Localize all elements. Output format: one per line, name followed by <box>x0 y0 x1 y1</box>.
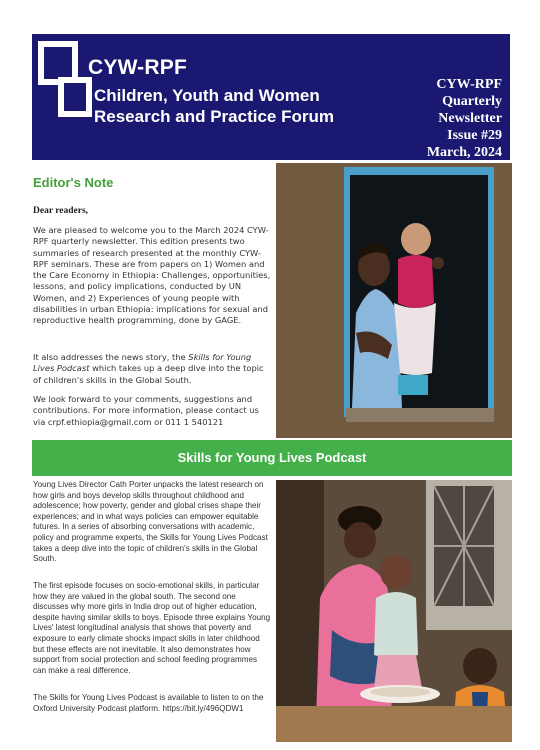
org-name-line2: Research and Practice Forum <box>94 107 334 126</box>
podcast-para3: The Skills for Young Lives Podcast is available to listen to on the Oxford University Podcast platform. https://bit.ly/496QDW1 <box>33 693 264 713</box>
logo-text: CYW-RPF <box>88 56 187 79</box>
section-header-bar <box>32 440 512 476</box>
father-baby-window-illustration <box>276 163 512 438</box>
father-baby-window-photo <box>276 163 512 438</box>
issue-line: CYW-RPF <box>436 77 502 92</box>
editors-note-title: Editor's Note <box>33 175 114 190</box>
org-name <box>94 85 334 127</box>
org-logo <box>38 41 96 123</box>
mother-children-photo <box>276 480 512 742</box>
para2-text-pre: It also addresses the news story, the <box>33 352 189 362</box>
para2-text-post: which takes up a deep dive into the topic of children's skills in the Global South. <box>33 363 264 385</box>
header-banner <box>32 34 510 160</box>
salutation: Dear readers, <box>33 206 89 216</box>
podcast-para2: The first episode focuses on socio-emotional skills, in particular how they are valued in the global south. The second one discusses why more girls in India drop out of higher education, despite having similar skills to boys. Episode three explains Young Lives' latest longitudinal analysis that shows that poverty and exposure to early climate shocks impact skills in later childhood but these effects are not inevitable. It also demonstrates how support from social protection and school feeding programmes can make a real difference. <box>33 581 271 675</box>
editors-note-para3: We look forward to your comments, suggestions and contributions. For more information, please contact us via crpf.ethiopia@gmail.com or 011 1 540121 <box>33 394 259 427</box>
org-name-line1: Children, Youth and Women <box>94 86 320 105</box>
editors-note-para2 <box>33 352 273 386</box>
issue-line: Newsletter <box>438 111 502 126</box>
section-title: Skills for Young Lives Podcast <box>177 450 367 465</box>
issue-line: Issue #29 <box>447 128 502 143</box>
podcast-title-emphasis: Skills for Young Lives Podcast <box>33 352 252 374</box>
issue-info <box>372 76 502 161</box>
mother-children-illustration <box>276 480 512 742</box>
issue-line: March, 2024 <box>426 145 502 160</box>
logo-square-bottom <box>58 77 92 117</box>
editors-note-para1: We are pleased to welcome you to the March 2024 CYW-RPF quarterly newsletter. This edition presents two summaries of research presented at the monthly CYW-RPF seminars. These are from papers on 1) Women and the Care Economy in Ethiopia: Challenges, opportunities, lessons, and policy implications, conducted by UN Women, and 2) Experiences of young people with disabilities in urban Ethiopia: implications for sexual and reproductive health programming, done by GAGE. <box>33 225 271 326</box>
podcast-para1: Young Lives Director Cath Porter unpacks the latest research on how girls and boys develop skills throughout childhood and adolescence; how poverty, gender and global crises shape their experiences; and in what ways policies can empower equitable futures. In a series of absorbing conversations with academic, policy and programme experts, the Skills for Young Lives Podcast takes a deep dive into the topic of children's skills in the Global South. <box>33 480 268 564</box>
issue-line: Quarterly <box>442 94 502 109</box>
